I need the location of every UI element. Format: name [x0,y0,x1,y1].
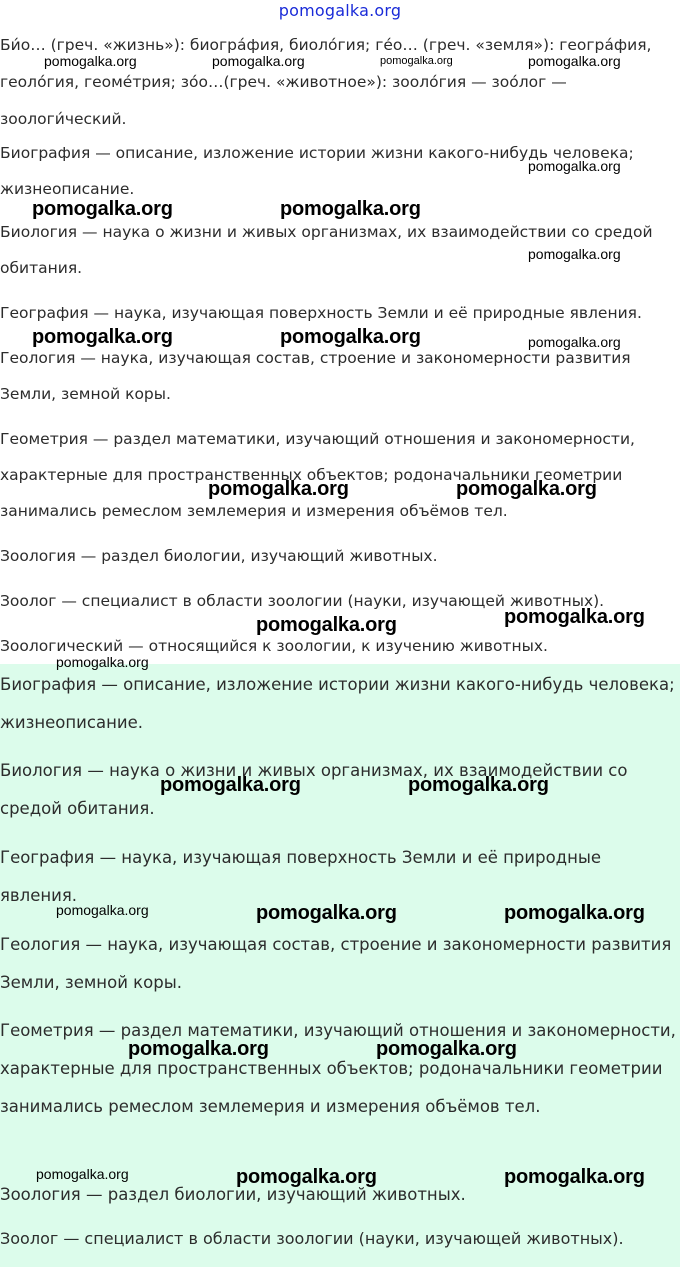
watermark: pomogalka.org [504,1166,645,1188]
watermark: pomogalka.org [528,158,621,174]
answer-geology: Геология — наука, изучающая состав, строение и закономерности развития Земли, земной коры. [0,935,672,992]
watermark: pomogalka.org [380,55,453,67]
answer-biology: Биология — наука о жизни и живых организмах, их взаимодействии со средой обитания. [0,761,628,818]
watermark: pomogalka.org [256,614,397,636]
definition-zoological: Зоологический — относящийся к зоологии, к изучению животных. [0,637,548,655]
watermark: pomogalka.org [528,246,621,262]
watermark: pomogalka.org [408,774,549,796]
site-name-link[interactable]: pomogalka.org [278,1,402,20]
definition-zoologist: Зоолог — специалист в области зоологии (науки, изучающей животных). [0,592,605,610]
answer-geography: География — наука, изучающая поверхность Земли и её природные явления. [0,848,602,905]
answer-zoologist: Зоолог — специалист в области зоологии (науки, изучающей животных). [0,1229,624,1248]
definition-biography: Биография — описание, изложение истории жизни какого-нибудь человека; жизнеописание. [0,144,634,198]
watermark: pomogalka.org [280,198,421,220]
watermark: pomogalka.org [504,606,645,628]
answer-zoology: Зоология — раздел биологии, изучающий животных. [0,1185,466,1204]
watermark: pomogalka.org [236,1166,377,1188]
watermark: pomogalka.org [528,334,621,350]
watermark: pomogalka.org [504,902,645,924]
watermark: pomogalka.org [32,198,173,220]
watermark: pomogalka.org [280,326,421,348]
watermark: pomogalka.org [376,1038,517,1060]
watermark: pomogalka.org [212,53,305,69]
definition-geology: Геология — наука, изучающая состав, строение и закономерности развития Земли, земной коры. [0,349,631,403]
watermark: pomogalka.org [160,774,301,796]
watermark: pomogalka.org [56,902,149,918]
watermark: pomogalka.org [56,654,149,670]
watermark: pomogalka.org [44,53,137,69]
answer-biography: Биография — описание, изложение истории жизни какого-нибудь человека; жизнеописание. [0,675,675,732]
watermark: pomogalka.org [32,326,173,348]
definition-zoology: Зоология — раздел биологии, изучающий животных. [0,547,438,565]
watermark: pomogalka.org [456,478,597,500]
intro-paragraph: Би́о… (греч. «жизнь»): биогра́фия, биоло́гия; ге́о… (греч. «земля»): геогра́фия, геоло́гия, геоме́трия; зо́о…(греч. «животное»): зооло́гия — зоо́лог — зоологи́ческий. [0,36,652,128]
watermark: pomogalka.org [36,1166,129,1182]
watermark: pomogalka.org [208,478,349,500]
definition-geometry: Геометрия — раздел математики, изучающий отношения и закономерности, характерные для пространственных объектов; родоначальники геометрии занимались ремеслом землемерия и измерения объёмов тел. [0,430,635,520]
watermark: pomogalka.org [528,53,621,69]
site-header[interactable] [0,0,680,24]
answer-geometry: Геометрия — раздел математики, изучающий отношения и закономерности, характерные для пространственных объектов; родоначальники геометрии занимались ремеслом землемерия и измерения объёмов тел. [0,1021,676,1116]
watermark: pomogalka.org [256,902,397,924]
definition-biology: Биология — наука о жизни и живых организмах, их взаимодействии со средой обитания. [0,223,653,277]
watermark: pomogalka.org [128,1038,269,1060]
definition-geography: География — наука, изучающая поверхность Земли и её природные явления. [0,304,642,322]
